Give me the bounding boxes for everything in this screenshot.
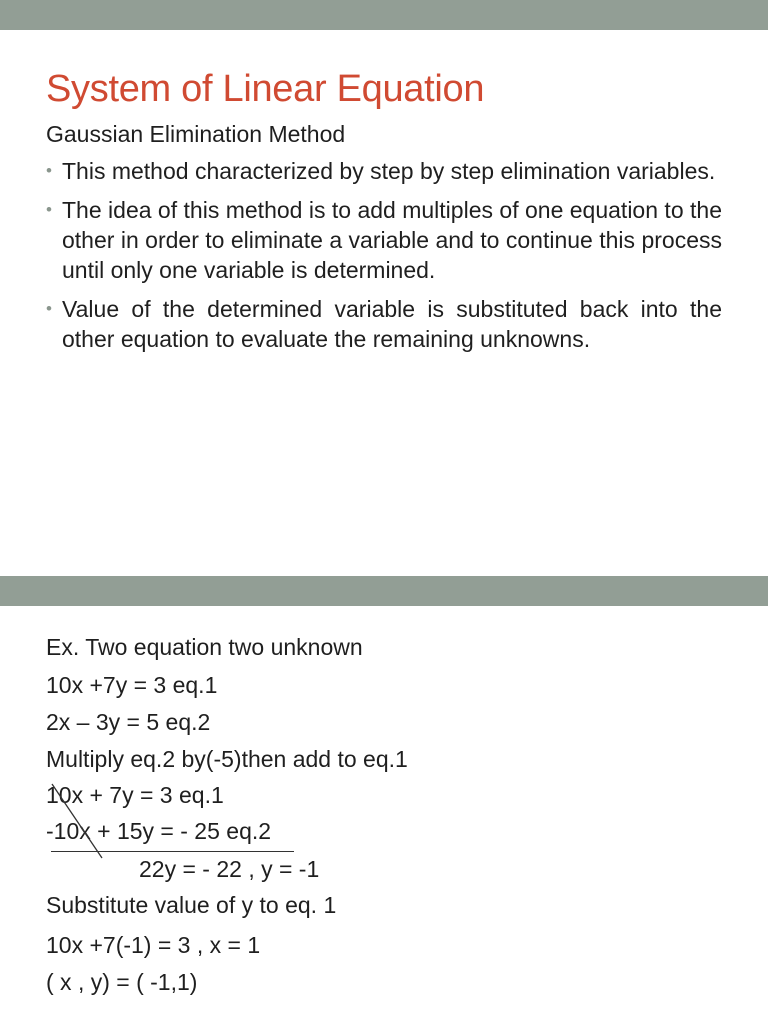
separator-band	[0, 576, 768, 606]
substitute-step: Substitute value of y to eq. 1	[46, 892, 337, 918]
bullet-dot-icon: •	[46, 161, 52, 180]
bullet-item	[46, 195, 722, 285]
bullet-item	[46, 294, 722, 354]
step-instruction: Multiply eq.2 by(-5)then add to eq.1	[46, 746, 408, 772]
bullet-list	[46, 156, 722, 363]
top-band	[0, 0, 768, 30]
slide-2	[0, 606, 768, 1024]
cancel-strike-icon	[46, 782, 106, 862]
sum-result: 22y = - 22 , y = -1	[139, 856, 320, 882]
bullet-text: Value of the determined variable is substituted back into the other equation to evaluate the remaining unknowns.	[62, 296, 722, 352]
example-heading: Ex. Two equation two unknown	[46, 634, 363, 660]
equation-2: 2x – 3y = 5 eq.2	[46, 709, 211, 735]
equation-1: 10x +7y = 3 eq.1	[46, 672, 218, 698]
bullet-dot-icon: •	[46, 299, 52, 318]
slide-subtitle: Gaussian Elimination Method	[46, 121, 346, 147]
bullet-text: The idea of this method is to add multiples of one equation to the other in order to eliminate a variable and to continue this process until only one variable is determined.	[62, 197, 722, 283]
bullet-text: This method characterized by step by step elimination variables.	[62, 158, 716, 184]
equation-2-multiplied: -10x + 15y = - 25 eq.2	[46, 818, 272, 844]
bullet-item	[46, 156, 722, 186]
bullet-dot-icon: •	[46, 200, 52, 219]
equation-1-rewritten: 10x + 7y = 3 eq.1	[46, 782, 224, 808]
solution-pair: ( x , y) = ( -1,1)	[46, 969, 198, 995]
substituted-equation: 10x +7(-1) = 3 , x = 1	[46, 932, 261, 958]
slide-title: System of Linear Equation	[46, 68, 485, 110]
slide-1	[0, 30, 768, 576]
